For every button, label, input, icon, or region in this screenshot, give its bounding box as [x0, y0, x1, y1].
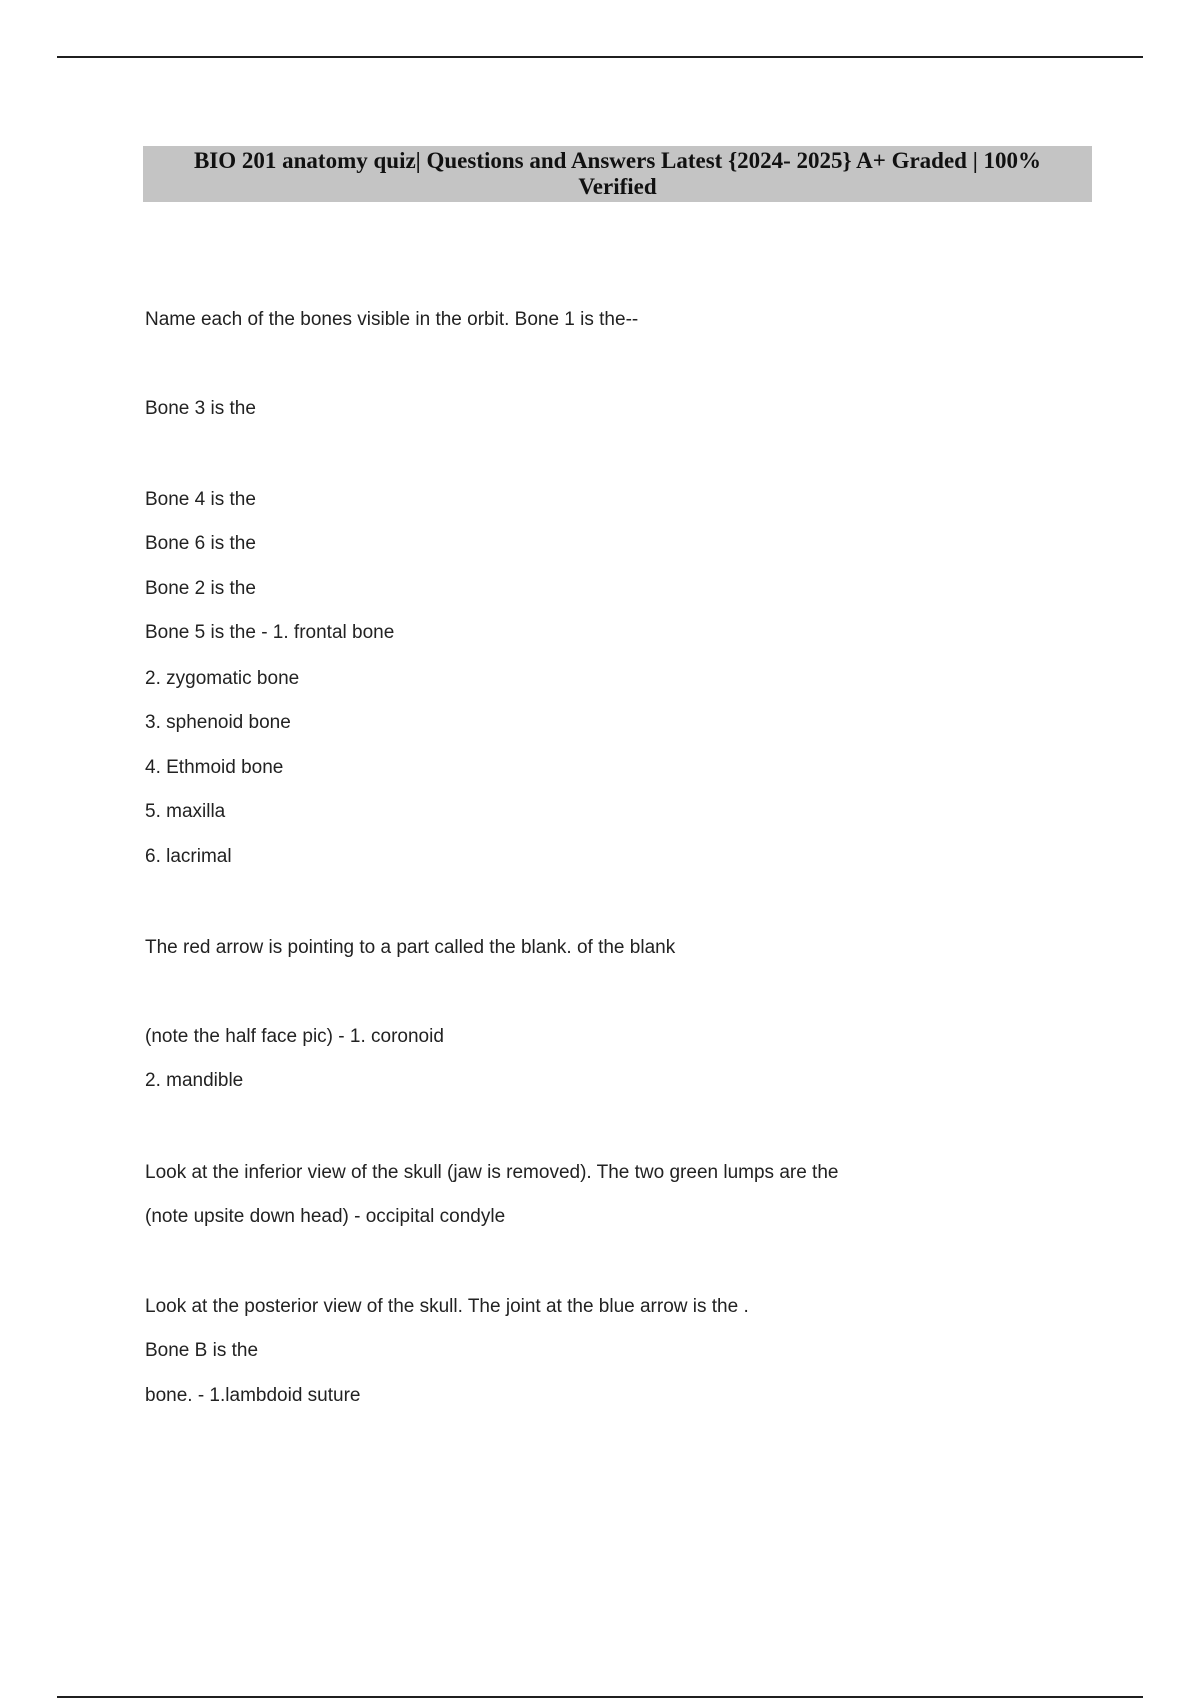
text-line: 2. zygomatic bone — [145, 668, 300, 689]
bottom-rule — [57, 1696, 1143, 1698]
text-line: Bone B is the — [145, 1340, 259, 1361]
text-line: bone. - 1.lambdoid suture — [145, 1385, 361, 1406]
text-line: Look at the posterior view of the skull. The joint at the blue arrow is the . — [145, 1296, 749, 1317]
text-line: The red arrow is pointing to a part called the blank. of the blank — [145, 937, 676, 958]
title-line-2: Verified — [578, 174, 657, 199]
text-line: Bone 6 is the — [145, 533, 256, 554]
document-title — [143, 146, 1092, 202]
title-line-1: BIO 201 anatomy quiz| Questions and Answers Latest {2024- 2025} A+ Graded | 100% — [193, 148, 1042, 173]
text-line: (note upsite down head) - occipital condyle — [145, 1206, 506, 1227]
text-line: 2. mandible — [145, 1070, 244, 1091]
top-rule — [57, 56, 1143, 58]
text-line: Name each of the bones visible in the orbit. Bone 1 is the-- — [145, 309, 639, 330]
text-line: 4. Ethmoid bone — [145, 757, 284, 778]
text-line: (note the half face pic) - 1. coronoid — [145, 1026, 444, 1047]
text-line: Bone 5 is the - 1. frontal bone — [145, 622, 395, 643]
text-line: Bone 4 is the — [145, 489, 256, 510]
text-line: 3. sphenoid bone — [145, 712, 291, 733]
text-line: Bone 2 is the — [145, 578, 256, 599]
text-line: Look at the inferior view of the skull (jaw is removed). The two green lumps are the — [145, 1162, 839, 1183]
text-line: 5. maxilla — [145, 801, 226, 822]
text-line: Bone 3 is the — [145, 398, 256, 419]
text-line: 6. lacrimal — [145, 846, 232, 867]
